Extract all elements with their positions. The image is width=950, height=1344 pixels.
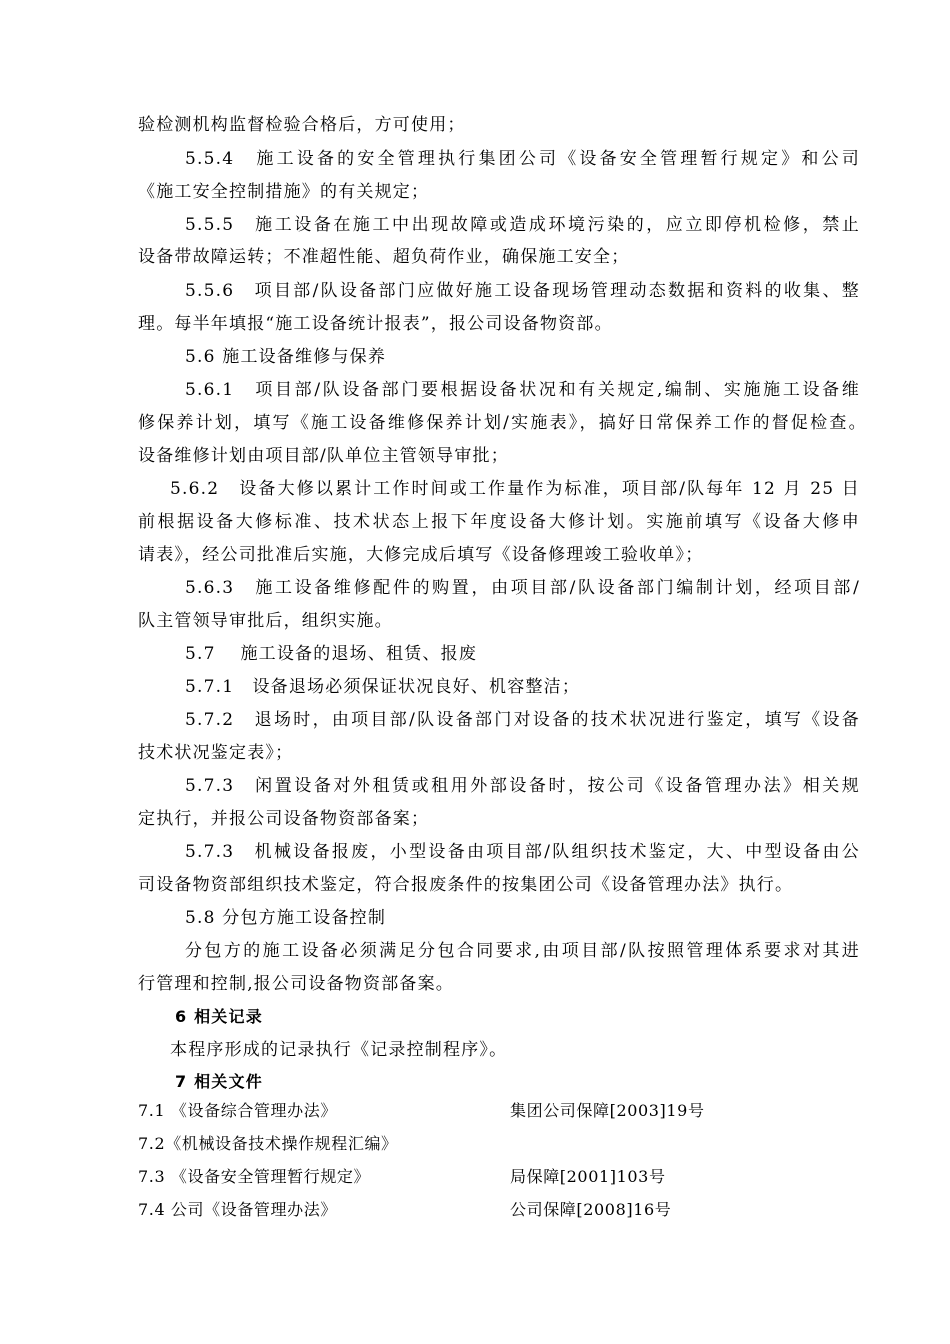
paragraph-line: 《施工安全控制措施》的有关规定； [138, 182, 430, 202]
subsection-heading: 5.6 施工设备维修与保养 [185, 347, 387, 367]
paragraph-line: 设备维修计划由项目部/队单位主管领导审批； [138, 446, 509, 466]
paragraph-line: 前根据设备大修标准、技术状态上报下年度设备大修计划。实施前填写《设备大修申 [138, 512, 860, 532]
reference-title: 7.2《机械设备技术操作规程汇编》 [138, 1134, 398, 1153]
paragraph-line: 5.7.1 设备退场必须保证状况良好、机容整洁； [185, 677, 581, 697]
section-6-heading: 6 相关记录 [175, 1007, 263, 1026]
paragraph-line: 5.7.2 退场时，由项目部/队设备部门对设备的技术状况进行鉴定，填写《设备 [185, 710, 860, 730]
paragraph-line: 请表》，经公司批准后实施，大修完成后填写《设备修理竣工验收单》； [138, 545, 704, 565]
reference-code: 集团公司保障[2003]19号 [510, 1101, 705, 1120]
reference-code: 局保障[2001]103号 [510, 1167, 666, 1186]
section-7-heading: 7 相关文件 [175, 1072, 263, 1091]
paragraph-line: 5.5.4 施工设备的安全管理执行集团公司《设备安全管理暂行规定》和公司 [185, 149, 860, 169]
paragraph-line: 5.6.2 设备大修以累计工作时间或工作量作为标准，项目部/队每年 12 月 25 日 [170, 479, 860, 499]
paragraph-line: 行管理和控制,报公司设备物资部备案。 [138, 974, 455, 994]
reference-title: 7.1 《设备综合管理办法》 [138, 1101, 337, 1120]
paragraph-line: 分包方的施工设备必须满足分包合同要求,由项目部/队按照管理体系要求对其进 [185, 941, 860, 961]
paragraph-line: 5.6.3 施工设备维修配件的购置，由项目部/队设备部门编制计划，经项目部/ [185, 578, 860, 598]
reference-code: 公司保障[2008]16号 [510, 1200, 672, 1219]
paragraph-line: 5.7.3 机械设备报废，小型设备由项目部/队组织技术鉴定，大、中型设备由公 [185, 842, 860, 862]
paragraph-line: 设备带故障运转；不准超性能、超负荷作业，确保施工安全； [138, 247, 630, 267]
section-6-body: 本程序形成的记录执行《记录控制程序》。 [170, 1040, 508, 1060]
paragraph-line: 5.7.3 闲置设备对外租赁或租用外部设备时，按公司《设备管理办法》相关规 [185, 776, 860, 796]
reference-title: 7.4 公司《设备管理办法》 [138, 1200, 337, 1219]
paragraph-line: 司设备物资部组织技术鉴定，符合报废条件的按集团公司《设备管理办法》执行。 [138, 875, 794, 895]
subsection-heading: 5.7 施工设备的退场、租赁、报废 [185, 644, 478, 664]
paragraph-line: 5.5.6 项目部/队设备部门应做好施工设备现场管理动态数据和资料的收集、整 [185, 281, 860, 301]
paragraph-line: 定执行，并报公司设备物资部备案； [138, 809, 430, 829]
paragraph-line: 队主管领导审批后，组织实施。 [138, 611, 393, 631]
paragraph-line: 技术状况鉴定表》； [138, 743, 294, 763]
paragraph-line: 5.5.5 施工设备在施工中出现故障或造成环境污染的，应立即停机检修，禁止 [185, 215, 860, 235]
subsection-heading: 5.8 分包方施工设备控制 [185, 908, 387, 928]
paragraph-line: 5.6.1 项目部/队设备部门要根据设备状况和有关规定,编制、实施施工设备维 [185, 380, 860, 400]
paragraph-line: 修保养计划，填写《施工设备维修保养计划/实施表》，搞好日常保养工作的督促检查。 [138, 413, 866, 433]
paragraph-line: 验检测机构监督检验合格后，方可使用； [138, 115, 466, 135]
reference-title: 7.3 《设备安全管理暂行规定》 [138, 1167, 371, 1186]
paragraph-line: 理。每半年填报“施工设备统计报表”，报公司设备物资部。 [138, 314, 613, 334]
